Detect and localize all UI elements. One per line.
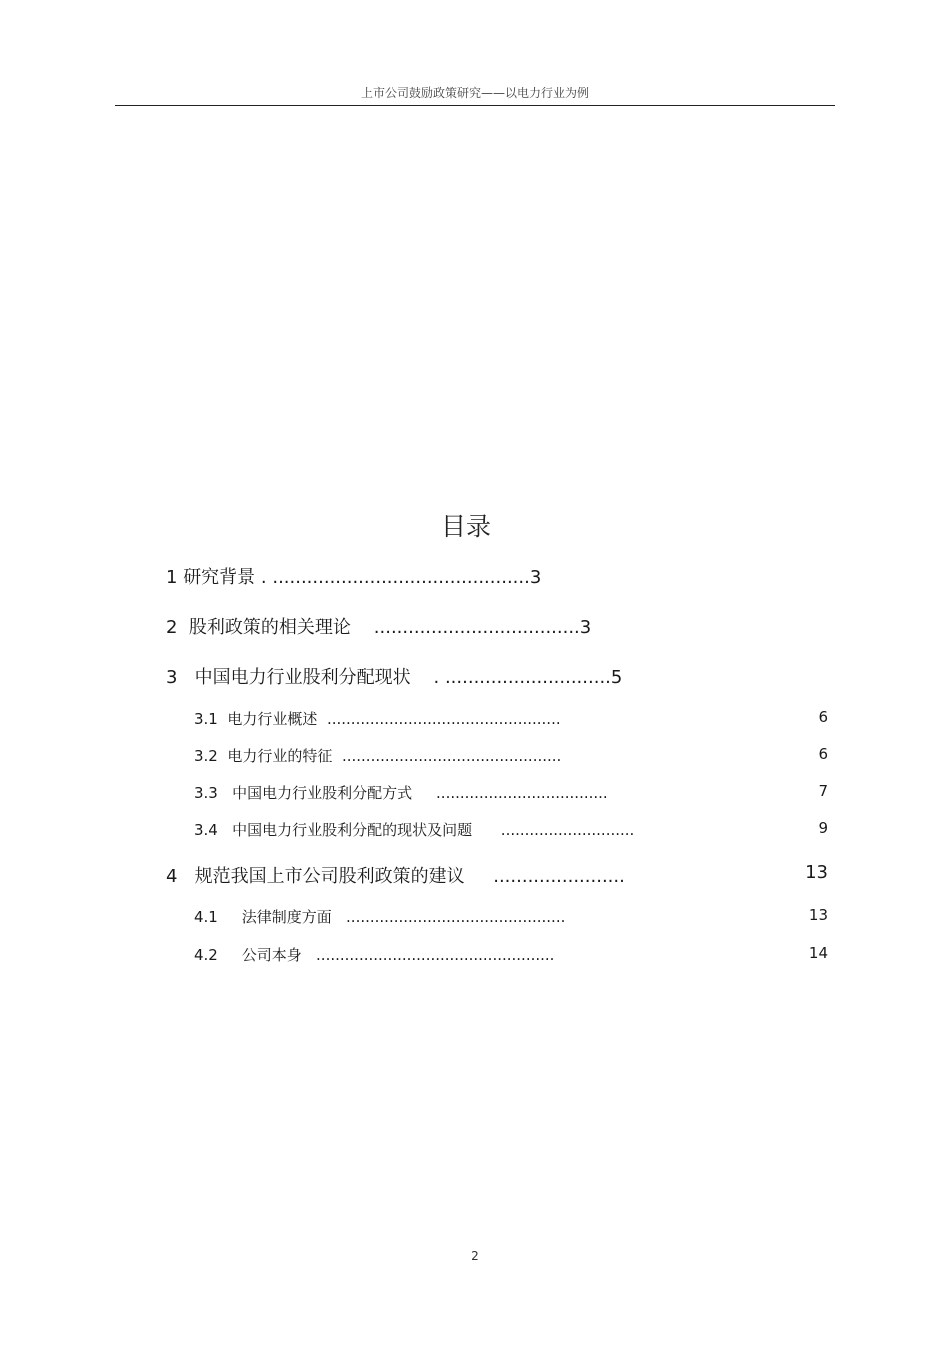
toc-entry-leader: ................................................. bbox=[326, 710, 561, 728]
toc-entry-label: 电力行业概述 bbox=[227, 710, 318, 728]
running-header: 上市公司鼓励政策研究——以电力行业为例 bbox=[360, 86, 589, 100]
toc-entry-number: 3.2 bbox=[194, 747, 218, 765]
toc-entry-number: 4 bbox=[166, 866, 178, 887]
toc-entry-label: 规范我国上市公司股利政策的建议 bbox=[194, 866, 465, 887]
toc-entry-4-2[interactable] bbox=[194, 944, 554, 965]
toc-entry-page: 7 bbox=[818, 782, 828, 800]
toc-entry-label: 公司本身 bbox=[241, 946, 302, 964]
toc-entry-number: 1 bbox=[166, 567, 178, 588]
toc-entry-page: 13 bbox=[805, 862, 828, 883]
toc-entry-number: 3 bbox=[166, 667, 178, 688]
toc-entry-page: 9 bbox=[818, 819, 828, 837]
toc-entry-leader: .................................... bbox=[436, 784, 608, 802]
toc-entry-number: 2 bbox=[166, 617, 178, 638]
toc-entry-label: 中国电力行业股利分配现状 bbox=[194, 667, 411, 688]
toc-entry-number: 3.1 bbox=[194, 710, 218, 728]
toc-entry-3-2[interactable] bbox=[194, 745, 561, 766]
toc-entry-leader: ............................ bbox=[500, 821, 635, 839]
toc-entry-leader: . ............................. bbox=[427, 667, 611, 688]
toc-entry-leader: .............................................. bbox=[346, 908, 566, 926]
toc-entry-3-4[interactable] bbox=[194, 819, 634, 840]
toc-entry-label: 中国电力行业股利分配方式 bbox=[232, 784, 413, 802]
toc-entry-number: 4.1 bbox=[194, 908, 218, 926]
toc-entry-label: 电力行业的特征 bbox=[227, 747, 333, 765]
toc-entry-leader: .............................................. bbox=[341, 747, 562, 765]
toc-entry-number: 3.3 bbox=[194, 784, 218, 802]
toc-entry-3-1[interactable] bbox=[194, 708, 561, 729]
toc-entry-page: 6 bbox=[818, 745, 828, 763]
toc-entry-1[interactable] bbox=[166, 563, 541, 589]
toc-entry-leader: . ............................................. bbox=[255, 567, 530, 588]
toc-entry-page: 3 bbox=[529, 567, 542, 588]
toc-entry-label: 法律制度方面 bbox=[241, 908, 332, 926]
toc-entry-3-3[interactable] bbox=[194, 782, 608, 803]
toc-entry-page: 3 bbox=[579, 617, 592, 638]
page-number: 2 bbox=[471, 1249, 479, 1263]
toc-title: 目录 bbox=[440, 512, 491, 541]
toc-entry-3[interactable] bbox=[166, 663, 622, 689]
toc-entry-label: 股利政策的相关理论 bbox=[188, 617, 351, 638]
toc-entry-page: 13 bbox=[808, 906, 828, 924]
toc-entry-4[interactable] bbox=[166, 862, 625, 888]
toc-entry-leader: .................................................. bbox=[316, 946, 555, 964]
toc-entry-2[interactable] bbox=[166, 613, 591, 639]
toc-entry-leader: .................................... bbox=[373, 617, 580, 638]
toc-entry-page: 6 bbox=[818, 708, 828, 726]
toc-entry-4-1[interactable] bbox=[194, 906, 565, 927]
toc-entry-page: 5 bbox=[610, 667, 623, 688]
header-divider bbox=[115, 105, 835, 106]
toc-entry-number: 4.2 bbox=[194, 946, 218, 964]
toc-entry-number: 3.4 bbox=[194, 821, 218, 839]
toc-entry-label: 中国电力行业股利分配的现状及问题 bbox=[232, 821, 473, 839]
toc-entry-leader: ....................... bbox=[493, 866, 625, 887]
toc-entry-label: 研究背景 bbox=[183, 567, 256, 588]
toc-entry-page: 14 bbox=[808, 944, 828, 962]
